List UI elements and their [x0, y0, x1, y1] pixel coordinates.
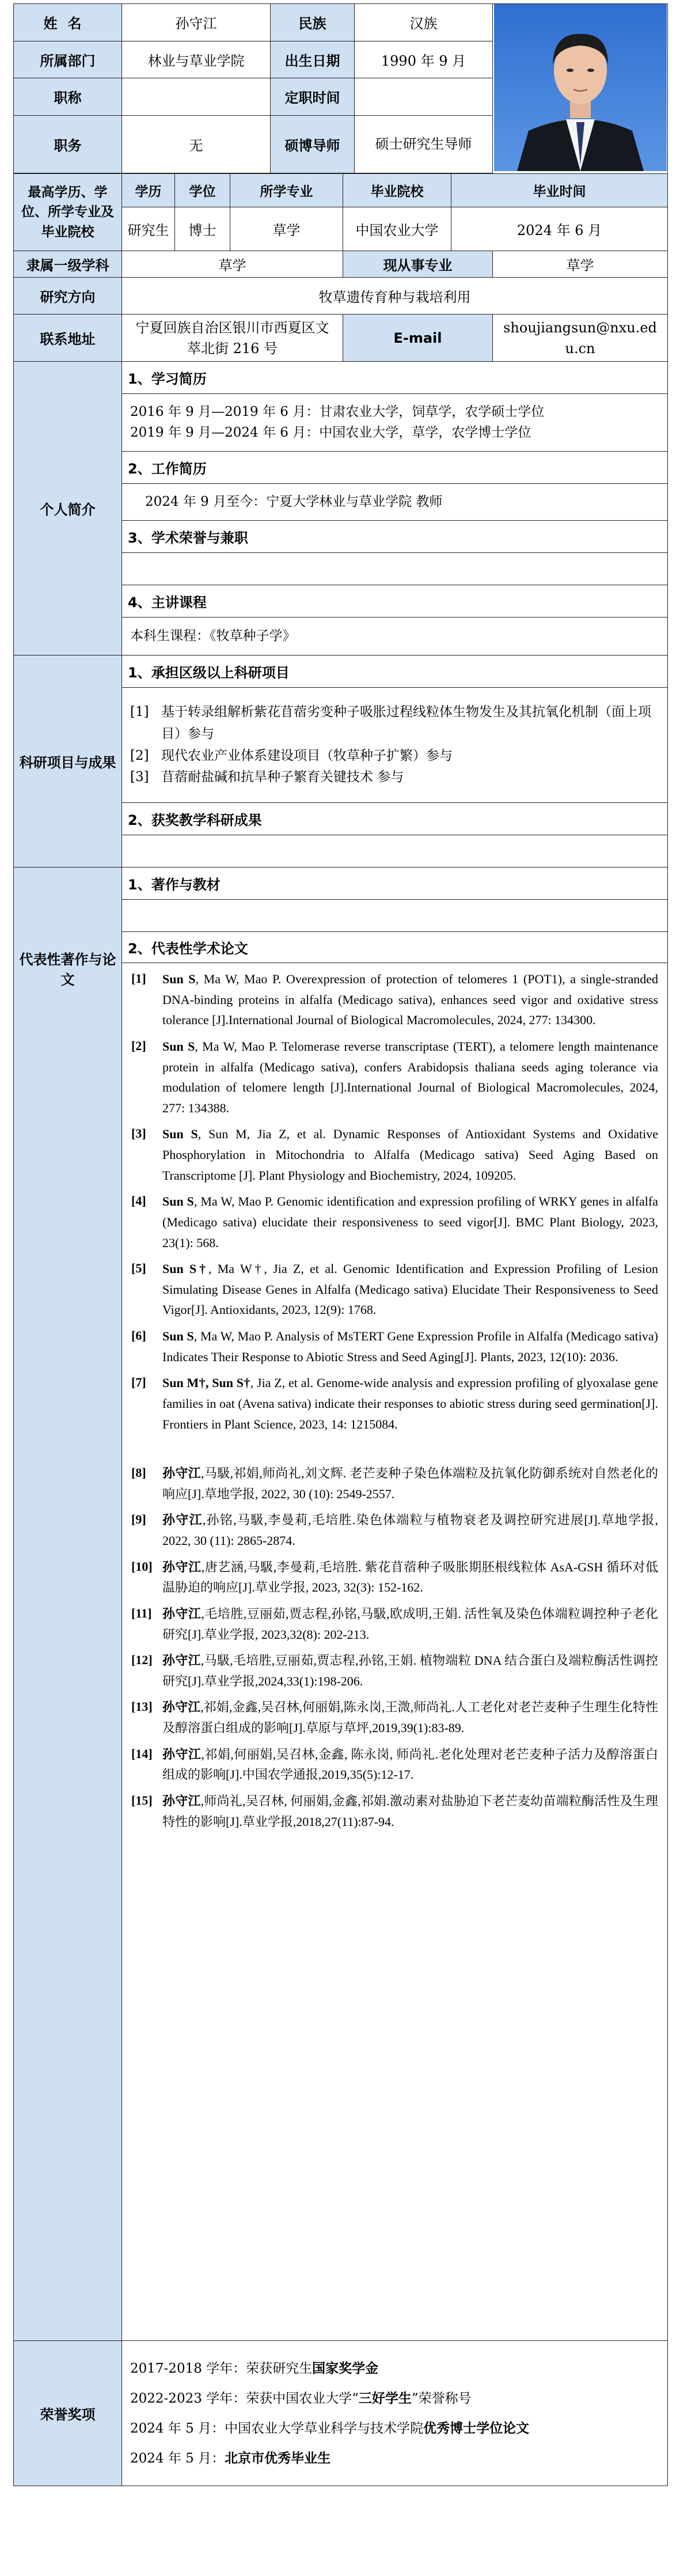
paper-author: 孙守江 — [162, 1466, 202, 1481]
paper-citation — [162, 1650, 658, 1691]
dept-value: 林业与草业学院 — [122, 41, 271, 78]
paper-author: 孙守江 — [162, 1747, 202, 1761]
edu-header-degree: 学历 — [122, 174, 175, 207]
papers-list — [122, 963, 668, 2341]
paper-number: [13] — [131, 1699, 153, 1714]
paper-citation — [162, 1697, 658, 1738]
paper-citation — [162, 1373, 658, 1434]
study-list — [122, 394, 668, 452]
education-label: 最高学历、学位、所学专业及毕业院校 — [14, 174, 122, 251]
honors-list — [122, 2341, 668, 2486]
engaged-label: 现从事专业 — [343, 251, 493, 278]
course-title: 4、主讲课程 — [122, 585, 668, 618]
paper-text: ,孙铭,马馺,李曼莉,毛培胜.染色体端粒与植物衰老及调控研究进展[J].草地学报, 2022, 30 (11): 2865-2874. — [162, 1513, 659, 1548]
award-title: 2、获奖教学科研成果 — [122, 803, 668, 835]
paper-item — [131, 1697, 658, 1738]
paper-author: 孙守江 — [162, 1559, 202, 1574]
paper-number: [11] — [131, 1605, 152, 1620]
paper-citation — [162, 1510, 658, 1551]
projects-label: 科研项目与成果 — [14, 656, 122, 867]
honor-item: 2022-2023 学年：荣获中国农业大学“三好学生”荣誉称号 — [130, 2390, 472, 2406]
paper-citation — [162, 1557, 658, 1598]
portrait-photo — [493, 4, 668, 174]
supervisor-value: 硕士研究生导师 — [355, 115, 493, 173]
ethnic-label: 民族 — [271, 4, 355, 41]
books-title: 1、著作与教材 — [122, 867, 668, 900]
course-value: 本科生课程：《牧草种子学》 — [122, 618, 668, 656]
research-value: 牧草遗传育种与栽培利用 — [122, 278, 668, 315]
edu-header-school: 毕业院校 — [343, 174, 451, 207]
appoint-value — [355, 78, 493, 116]
paper-author: Sun S† — [162, 1262, 208, 1276]
paper-text: ,马馺,祁娟,师尚礼,刘文辉. 老芒麦种子染色体端粒及抗氧化防御系统对自然老化的响应[J].草地学报, 2022, 30 (10): 2549-2557. — [162, 1466, 658, 1501]
discipline-label: 隶属一级学科 — [14, 251, 122, 278]
paper-citation — [162, 1463, 658, 1504]
research-label: 研究方向 — [14, 278, 122, 315]
supervisor-label: 硕博导师 — [271, 115, 355, 173]
paper-citation — [162, 1326, 658, 1367]
paper-author: 孙守江 — [162, 1700, 201, 1715]
publications-label: 代表性著作与论文 — [14, 867, 122, 2341]
title-label: 职称 — [14, 78, 122, 116]
honors-label: 荣誉奖项 — [14, 2341, 122, 2486]
papers-title: 2、代表性学术论文 — [122, 932, 668, 963]
paper-citation — [162, 1191, 658, 1253]
paper-number: [2] — [131, 1038, 146, 1053]
honor-title: 3、学术荣誉与兼职 — [122, 521, 668, 553]
birth-value: 1990 年 9 月 — [355, 41, 493, 78]
projects-title: 1、承担区级以上科研项目 — [122, 656, 668, 688]
paper-text: , Sun M, Jia Z, et al. Dynamic Responses of Antioxidant Systems and Oxidative Phosphorylation in Mitochondria to Alfalfa (Medicago sativa) Seed Aging Based on Transcriptome [J]. Plant Physiology and Biochemistry, 2024, 109205. — [162, 1127, 659, 1183]
cv-table — [13, 3, 668, 2486]
paper-number: [4] — [131, 1194, 146, 1209]
discipline-value: 草学 — [122, 251, 343, 278]
study-title: 1、学习简历 — [122, 362, 668, 394]
project-item: [3] 苜蓿耐盐碱和抗旱种子繁育关键技术 参与 — [130, 770, 404, 785]
paper-author: Sun S — [162, 1194, 194, 1209]
paper-citation — [162, 1604, 658, 1645]
paper-item — [131, 1259, 658, 1320]
award-content — [122, 835, 668, 867]
paper-number: [10] — [131, 1559, 153, 1574]
paper-author: Sun S — [162, 972, 196, 986]
birth-label: 出生日期 — [271, 41, 355, 78]
paper-author: Sun S — [162, 1329, 194, 1343]
paper-item — [131, 1604, 658, 1645]
paper-number: [6] — [131, 1328, 146, 1343]
edu-header-major: 所学专业 — [230, 174, 343, 207]
paper-text: , Ma W, Mao P. Telomerase reverse transcriptase (TERT), a telomere length maintenance protein in alfalfa (Medicago sativa), confers Arabidopsis thaliana seeds aging tolerance via modulation of telomere length [J].International Journal of Biological Macromolecules, 2024, 277: 134388. — [162, 1039, 659, 1115]
books-content — [122, 900, 668, 932]
paper-citation — [162, 1791, 658, 1832]
name-value: 孙守江 — [122, 4, 271, 41]
paper-text: ,毛培胜,豆丽茹,贾志程,孙铭,马馺,欧成明,王娟. 活性氧及染色体端粒调控种子老化研究[J].草业学报, 2023,32(8): 202-213. — [162, 1606, 659, 1642]
paper-item — [131, 1510, 658, 1551]
paper-number: [12] — [131, 1653, 153, 1668]
paper-author: Sun S — [162, 1039, 195, 1054]
paper-author: 孙守江 — [162, 1513, 203, 1528]
paper-author: 孙守江 — [162, 1606, 202, 1621]
paper-item — [131, 969, 658, 1031]
edu-date: 2024 年 6 月 — [451, 207, 668, 251]
work-title: 2、工作简历 — [122, 452, 668, 484]
edu-header-date: 毕业时间 — [451, 174, 668, 207]
portrait-image — [494, 4, 667, 171]
paper-text: ,师尚礼,吴召林, 何丽娟,金鑫,祁娟.激动素对盐胁迫下老芒麦幼苗端粒酶活性及生理特性的影响[J].草业学报,2018,27(11):87-94. — [162, 1793, 658, 1829]
paper-text: , Ma W, Mao P. Genomic identification and expression profiling of WRKY genes in alfalfa (Medicago sativa) elucidate their responsiveness to seed vigor[J]. BMC Plant Biology, 2023, 23(1): 568. — [162, 1194, 659, 1250]
project-item: [2] 现代农业产业体系建设项目（牧草种子扩繁）参与 — [130, 748, 453, 763]
study-item: 2019 年 9 月—2024 年 6 月：中国农业大学，草学，农学博士学位 — [130, 425, 531, 440]
paper-item — [131, 1326, 658, 1367]
paper-item — [131, 1373, 658, 1434]
email-label: E-mail — [343, 315, 493, 362]
honor-content — [122, 553, 668, 585]
study-item: 2016 年 9 月—2019 年 6 月：甘肃农业大学，饲草学，农学硕士学位 — [130, 404, 545, 419]
appoint-label: 定职时间 — [271, 78, 355, 116]
ethnic-value: 汉族 — [355, 4, 493, 41]
paper-citation — [162, 1259, 658, 1320]
work-item: 2024 年 9 月至今：宁夏大学林业与草业学院 教师 — [122, 484, 668, 521]
honor-item: 2017-2018 学年：荣获研究生国家奖学金 — [130, 2360, 379, 2376]
paper-number: [5] — [131, 1261, 146, 1276]
paper-citation — [162, 1036, 658, 1119]
name-label: 姓名 — [14, 4, 122, 41]
honor-item: 2024 年 5 月：北京市优秀毕业生 — [130, 2450, 331, 2466]
paper-number: [1] — [131, 971, 146, 986]
title-value — [122, 78, 271, 116]
edu-title: 博士 — [175, 207, 230, 251]
paper-text: ,祁娟,金鑫,吴召林,何丽娟,陈永岗,王溦,师尚礼.人工老化对老芒麦种子生理生化特性及醇溶蛋白组成的影响[J].草原与草坪,2019,39(1):83-89. — [162, 1700, 659, 1735]
paper-item — [131, 1124, 658, 1185]
paper-citation — [162, 1744, 658, 1785]
paper-text: , Jia Z, et al. Genome-wide analysis and expression profiling of glyoxalase gene families in oat (Avena sativa) indicate their responses to abiotic stress during seed germination[J]. Frontiers in Plant Science, 2023, 14: 1215084. — [162, 1376, 659, 1431]
edu-school: 中国农业大学 — [343, 207, 451, 251]
email-value: shoujiangsun@nxu.edu.cn — [493, 315, 668, 362]
paper-number: [14] — [131, 1746, 153, 1761]
contact-label: 联系地址 — [14, 315, 122, 362]
paper-citation — [162, 969, 658, 1031]
engaged-value: 草学 — [493, 251, 668, 278]
paper-item — [131, 1036, 658, 1119]
paper-number: [8] — [131, 1465, 146, 1480]
paper-number: [9] — [131, 1512, 146, 1527]
paper-author: Sun M†, Sun S† — [162, 1376, 250, 1391]
paper-item — [131, 1191, 658, 1253]
paper-text: ,祁娟,何丽娟,吴召林,金鑫, 陈永岗, 师尚礼.老化处理对老芒麦种子活力及醇溶蛋白组成的影响[J].中国农学通报,2019,35(5):12-17. — [162, 1747, 659, 1782]
paper-number: [3] — [131, 1126, 146, 1141]
paper-author: 孙守江 — [162, 1653, 201, 1668]
paper-item — [131, 1650, 658, 1691]
paper-text: , Ma W†, Jia Z, et al. Genomic Identification and Expression Profiling of Lesion Simulating Disease Genes in Alfalfa (Medicago sativa) Elucidate Their Responsiveness to Seed Vigor[J]. Antioxidants, 2023, 12(9): 1768. — [162, 1262, 659, 1317]
edu-major: 草学 — [230, 207, 343, 251]
paper-item — [131, 1791, 658, 1832]
paper-author: 孙守江 — [162, 1793, 201, 1808]
paper-item — [131, 1463, 658, 1504]
projects-list — [122, 688, 668, 803]
edu-header-title: 学位 — [175, 174, 230, 207]
dept-label: 所属部门 — [14, 41, 122, 78]
post-value: 无 — [122, 115, 271, 173]
paper-text: ,马馺,毛培胜,豆丽茹,贾志程,孙铭,王娟. 植物端粒 DNA 结合蛋白及端粒酶活性调控研究[J].草业学报,2024,33(1):198-206. — [162, 1653, 659, 1688]
honor-item: 2024 年 5 月：中国农业大学草业科学与技术学院优秀博士学位论文 — [130, 2420, 530, 2436]
paper-number: [15] — [131, 1793, 153, 1808]
paper-item — [131, 1744, 658, 1785]
paper-text: ,唐艺涵,马馺,李曼莉,毛培胜. 紫花苜蓿种子吸胀期胚根线粒体 AsA-GSH 循环对低温胁迫的响应[J].草业学报, 2023, 32(3): 152-162. — [162, 1559, 658, 1595]
paper-author: Sun S — [162, 1127, 198, 1142]
post-label: 职务 — [14, 115, 122, 173]
papers-container — [131, 969, 658, 1832]
paper-text: , Ma W, Mao P. Analysis of MsTERT Gene Expression Profile in Alfalfa (Medicago sativa) Indicates Their Response to Abiotic Stress and Seed Aging[J]. Plants, 2023, 12(10): 2036. — [162, 1329, 659, 1364]
contact-address: 宁夏回族自治区银川市西夏区文萃北街 216 号 — [122, 315, 343, 362]
profile-label: 个人简介 — [14, 362, 122, 656]
paper-number: [7] — [131, 1375, 146, 1390]
paper-text: , Ma W, Mao P. Overexpression of protection of telomeres 1 (POT1), a single-stranded DNA-binding proteins in alfalfa (Medicago sativa), enhances seed vigor and oxidative stress tolerance [J].International Journal of Biological Macromolecules, 2024, 277: 134300. — [162, 972, 659, 1028]
paper-item — [131, 1557, 658, 1598]
edu-degree: 研究生 — [122, 207, 175, 251]
paper-citation — [162, 1124, 658, 1185]
project-item: [1] 基于转录组解析紫花苜蓿劣变种子吸胀过程线粒体生物发生及其抗氧化机制（面上项目）参与 — [130, 704, 651, 741]
